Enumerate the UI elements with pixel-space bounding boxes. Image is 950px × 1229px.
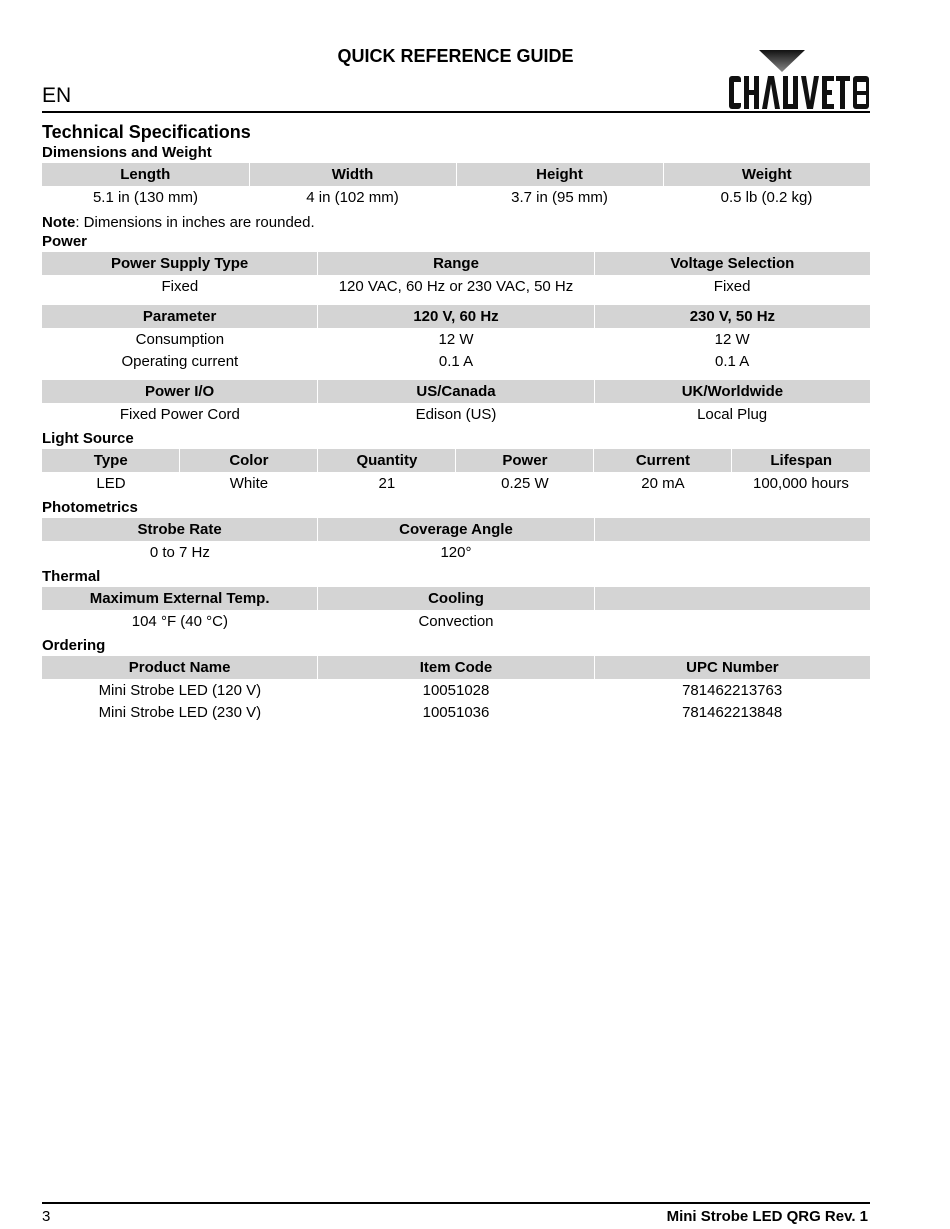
photometrics-heading: Photometrics: [42, 499, 138, 516]
table-header: [594, 587, 870, 610]
table-cell: 10051028: [422, 681, 490, 699]
section-title: Technical Specifications: [42, 122, 251, 142]
dimensions-note: [42, 214, 870, 232]
table-row: [42, 701, 870, 723]
table-header: Lifespan: [732, 449, 870, 472]
table-cell: 781462213763: [682, 681, 783, 699]
table-cell: Fixed: [713, 277, 751, 295]
table-row: [42, 610, 870, 632]
table-cell: Edison (US): [415, 405, 497, 423]
table-row: [42, 541, 870, 563]
dimensions-heading: Dimensions and Weight: [42, 144, 212, 161]
table-header: Voltage Selection: [594, 252, 870, 275]
table-header: Maximum External Temp.: [42, 587, 318, 610]
power-heading: Power: [42, 233, 88, 250]
table-cell: 3.7 in (95 mm): [511, 188, 608, 206]
note-text: : Dimensions in inches are rounded.: [75, 214, 315, 231]
table-header: 120 V, 60 Hz: [318, 305, 595, 328]
table-header: UPC Number: [594, 656, 870, 679]
table-cell: Local Plug: [697, 405, 768, 423]
table-header: Width: [249, 163, 456, 186]
table-cell: [594, 541, 870, 563]
table-header: Length: [42, 163, 249, 186]
table-header: Coverage Angle: [318, 518, 595, 541]
table-cell: Consumption: [135, 330, 225, 348]
table-row: [42, 472, 870, 494]
ordering-heading: Ordering: [42, 637, 106, 654]
table-header: Range: [318, 252, 595, 275]
table-cell: 10051036: [422, 703, 490, 721]
table-cell: 4 in (102 mm): [306, 188, 399, 206]
dimensions-table: [42, 163, 870, 208]
table-cell: White: [229, 474, 269, 492]
table-row: [42, 275, 870, 297]
footer-rule: [42, 1202, 870, 1204]
table-cell: 20 mA: [641, 474, 685, 492]
table-cell: 12 W: [714, 330, 750, 348]
table-header: US/Canada: [318, 380, 595, 403]
table-row: [42, 350, 870, 372]
table-header: Power: [456, 449, 594, 472]
table-row: [42, 186, 870, 208]
header-rule: [42, 111, 870, 113]
document-revision: Mini Strobe LED QRG Rev. 1: [666, 1208, 868, 1225]
table-header: Item Code: [318, 656, 595, 679]
table-header: UK/Worldwide: [594, 380, 870, 403]
table-cell: LED: [96, 474, 126, 492]
table-cell: 104 °F (40 °C): [131, 612, 228, 630]
table-row: [42, 679, 870, 701]
table-cell: 0.25 W: [501, 474, 549, 492]
table-header: Power Supply Type: [42, 252, 318, 275]
power-parameter-table: [42, 305, 870, 372]
table-header: [594, 518, 870, 541]
table-header: Power I/O: [42, 380, 318, 403]
table-cell: 100,000 hours: [753, 474, 849, 492]
table-cell: 0 to 7 Hz: [149, 543, 210, 561]
page-number: 3: [42, 1208, 51, 1225]
ordering-table: [42, 656, 870, 723]
light-source-table: [42, 449, 870, 494]
note-label: Note: [42, 214, 76, 231]
table-header: Height: [456, 163, 663, 186]
table-cell: Mini Strobe LED (120 V): [98, 681, 262, 699]
table-header: Color: [180, 449, 318, 472]
table-cell: 21: [378, 474, 396, 492]
table-cell: 0.5 lb (0.2 kg): [720, 188, 813, 206]
logo-graphic-icon: [727, 46, 871, 112]
table-header: 230 V, 50 Hz: [594, 305, 870, 328]
table-header: Current: [594, 449, 732, 472]
table-cell: [594, 610, 870, 632]
table-row: [42, 328, 870, 350]
table-header: Type: [42, 449, 180, 472]
table-header: Quantity: [318, 449, 456, 472]
power-io-table: [42, 380, 870, 425]
table-cell: Convection: [418, 612, 494, 630]
table-cell: 5.1 in (130 mm): [92, 188, 199, 206]
table-header: Parameter: [42, 305, 318, 328]
table-cell: Fixed Power Cord: [119, 405, 240, 423]
table-header: Cooling: [318, 587, 595, 610]
table-row: [42, 403, 870, 425]
table-cell: Operating current: [121, 352, 239, 370]
table-cell: 120 VAC, 60 Hz or 230 VAC, 50 Hz: [338, 277, 574, 295]
thermal-heading: Thermal: [42, 568, 101, 585]
table-cell: 0.1 A: [715, 352, 750, 370]
photometrics-table: [42, 518, 870, 563]
table-cell: Fixed: [161, 277, 199, 295]
table-cell: 120°: [440, 543, 472, 561]
spec-content: [42, 121, 870, 723]
light-source-heading: Light Source: [42, 430, 134, 447]
power-supply-table: [42, 252, 870, 297]
table-cell: 12 W: [438, 330, 474, 348]
table-cell: Mini Strobe LED (230 V): [98, 703, 262, 721]
table-header: Product Name: [42, 656, 318, 679]
thermal-table: [42, 587, 870, 632]
table-cell: 781462213848: [682, 703, 783, 721]
table-cell: 0.1 A: [438, 352, 474, 370]
table-header: Strobe Rate: [42, 518, 318, 541]
table-header: Weight: [663, 163, 870, 186]
chauvet-logo: [727, 46, 871, 112]
language-code: EN: [42, 84, 72, 107]
header-title: QUICK REFERENCE GUIDE: [337, 46, 574, 66]
